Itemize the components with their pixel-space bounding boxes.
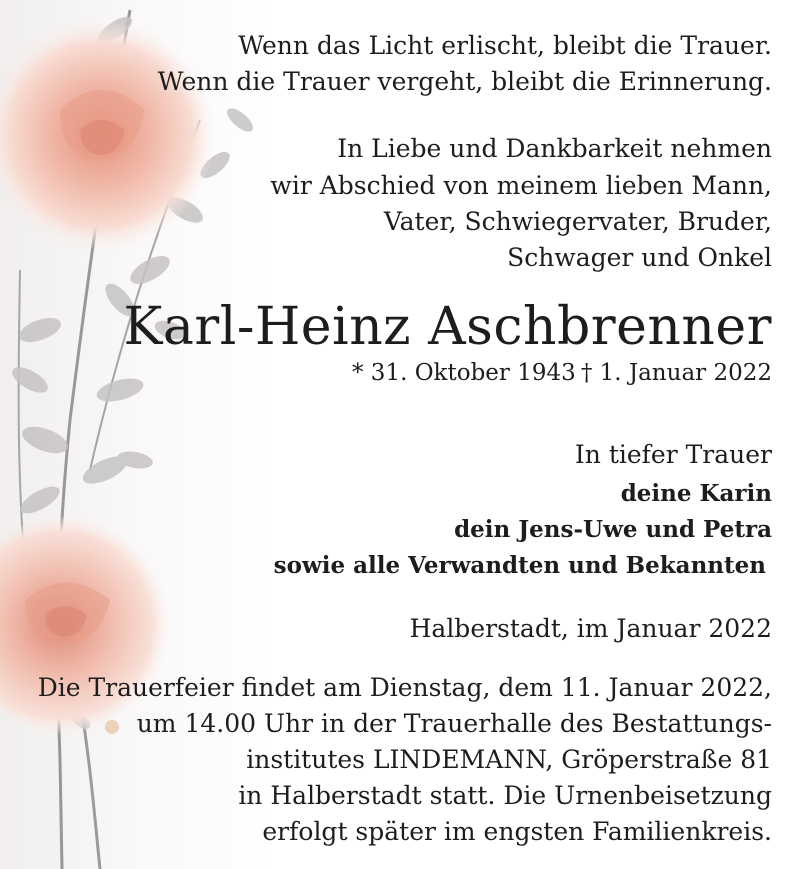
intro-line-3: Vater, Schwiegervater, Bruder, (383, 207, 772, 236)
birth-date: * 31. Oktober 1943 (352, 360, 576, 386)
death-date: † 1. Januar 2022 (580, 360, 772, 386)
deceased-name: Karl-Heinz Aschbrenner (123, 297, 772, 357)
place-date: Halberstadt, im Januar 2022 (409, 614, 772, 643)
intro-line-2: wir Abschied von meinem lieben Mann, (270, 171, 772, 200)
ceremony-line-1: Die Trauerfeier findet am Dienstag, dem 11. Januar 2022, (37, 673, 772, 702)
ceremony-line-2: um 14.00 Uhr in der Trauerhalle des Bestattungs- (136, 709, 772, 738)
verse-line-1: Wenn das Licht erlischt, bleibt die Trauer. (238, 31, 772, 60)
mourners-heading: In tiefer Trauer (574, 440, 772, 469)
intro-line-1: In Liebe und Dankbarkeit nehmen (337, 134, 772, 163)
ceremony-line-4: in Halberstadt statt. Die Urnenbeisetzung (238, 781, 772, 810)
intro-line-4: Schwager und Onkel (507, 243, 772, 272)
ceremony-line-5: erfolgt später im engsten Familienkreis. (262, 817, 772, 846)
ceremony-line-3: institutes LINDEMANN, Gröperstraße 81 (246, 745, 772, 774)
mourner-line-3: sowie alle Verwandten und Bekannten (273, 552, 766, 579)
mourner-line-1: deine Karin (620, 480, 772, 507)
verse-line-2: Wenn die Trauer vergeht, bleibt die Erinnerung. (157, 67, 772, 96)
mourner-line-2: dein Jens-Uwe und Petra (454, 516, 772, 543)
